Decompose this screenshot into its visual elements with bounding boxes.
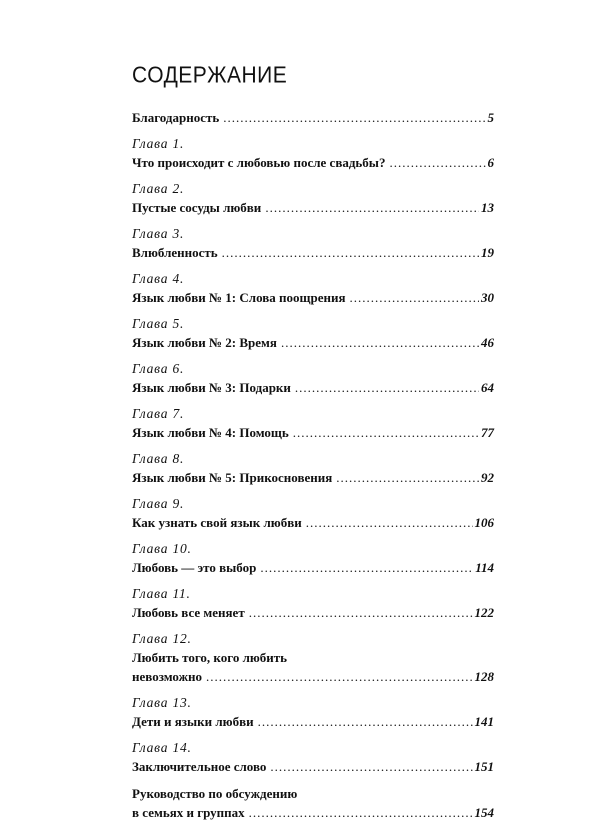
toc-entry-chapter-6 <box>132 360 494 397</box>
dot-leader <box>223 108 485 127</box>
toc-line <box>132 153 494 172</box>
toc-title: Язык любви № 5: Прикосновения <box>132 470 333 485</box>
dot-leader <box>336 468 479 487</box>
chapter-label: Глава 9. <box>132 496 185 511</box>
toc-entry-chapter-13 <box>132 694 494 731</box>
toc-entry-chapter-9 <box>132 495 494 532</box>
toc-page-number: 114 <box>475 560 494 575</box>
toc-page-number: 128 <box>474 669 494 684</box>
toc-page-number: 13 <box>481 200 494 215</box>
chapter-label: Глава 7. <box>132 406 185 421</box>
dot-leader <box>258 712 473 731</box>
table-of-contents <box>132 62 494 830</box>
toc-entry-chapter-10 <box>132 540 494 577</box>
toc-title: Как узнать свой язык любви <box>132 515 302 530</box>
toc-line <box>132 513 494 532</box>
toc-page-number: 122 <box>474 605 494 620</box>
toc-title: Благодарность <box>132 110 220 125</box>
toc-entry-chapter-14 <box>132 739 494 776</box>
toc-line <box>132 198 494 217</box>
chapter-label: Глава 1. <box>132 136 185 151</box>
toc-title: Язык любви № 2: Время <box>132 335 277 350</box>
chapter-label: Глава 5. <box>132 316 185 331</box>
toc-line <box>132 603 494 622</box>
toc-line <box>132 333 494 352</box>
toc-entry-chapter-3 <box>132 225 494 262</box>
toc-entry-acknowledgements <box>132 108 494 127</box>
chapter-label: Глава 6. <box>132 361 185 376</box>
dot-leader <box>222 243 479 262</box>
dot-leader <box>249 803 473 822</box>
toc-page-number: 19 <box>481 245 494 260</box>
toc-entry-chapter-4 <box>132 270 494 307</box>
chapter-label: Глава 2. <box>132 181 185 196</box>
toc-title: Что происходит с любовью после свадьбы? <box>132 155 386 170</box>
toc-title: Заключительное слово <box>132 759 267 774</box>
toc-line <box>132 468 494 487</box>
page-title: СОДЕРЖАНИЕ <box>132 63 288 88</box>
toc-page-number: 6 <box>487 155 494 170</box>
toc-entry-chapter-11 <box>132 585 494 622</box>
dot-leader <box>249 603 473 622</box>
toc-line <box>132 757 494 776</box>
toc-title: Язык любви № 4: Помощь <box>132 425 289 440</box>
chapter-label: Глава 8. <box>132 451 185 466</box>
chapter-label: Глава 13. <box>132 695 192 710</box>
dot-leader <box>295 378 479 397</box>
toc-title-line-1: Любить того, кого любить <box>132 650 288 665</box>
toc-line <box>132 423 494 442</box>
chapter-label: Глава 14. <box>132 740 192 755</box>
chapter-label: Глава 12. <box>132 631 192 646</box>
toc-entry-chapter-1 <box>132 135 494 172</box>
toc-entry-chapter-12 <box>132 630 494 686</box>
dot-leader <box>270 757 472 776</box>
toc-title: Дети и языки любви <box>132 714 254 729</box>
dot-leader <box>389 153 485 172</box>
chapter-label: Глава 11. <box>132 586 191 601</box>
toc-title: невозможно <box>132 669 203 684</box>
toc-list <box>132 108 494 822</box>
dot-leader <box>281 333 479 352</box>
dot-leader <box>260 558 473 577</box>
toc-page-number: 154 <box>474 805 494 820</box>
toc-page-number: 92 <box>481 470 494 485</box>
toc-entry-chapter-5 <box>132 315 494 352</box>
toc-line <box>132 712 494 731</box>
chapter-label: Глава 10. <box>132 541 192 556</box>
toc-title: Любовь все меняет <box>132 605 245 620</box>
toc-line <box>132 558 494 577</box>
toc-page-number: 46 <box>481 335 494 350</box>
dot-leader <box>350 288 480 307</box>
toc-line <box>132 288 494 307</box>
toc-page-number: 77 <box>481 425 494 440</box>
toc-line <box>132 667 494 686</box>
toc-entry-chapter-2 <box>132 180 494 217</box>
dot-leader <box>206 667 472 686</box>
toc-entry-discussion-guide <box>132 784 494 822</box>
toc-entry-chapter-7 <box>132 405 494 442</box>
toc-page-number: 151 <box>474 759 494 774</box>
toc-title: Влюбленность <box>132 245 218 260</box>
toc-title: Любовь — это выбор <box>132 560 257 575</box>
toc-entry-chapter-8 <box>132 450 494 487</box>
chapter-label: Глава 4. <box>132 271 185 286</box>
toc-line <box>132 378 494 397</box>
dot-leader <box>306 513 473 532</box>
toc-title-line-1: Руководство по обсуждению <box>132 786 298 801</box>
dot-leader <box>265 198 479 217</box>
dot-leader <box>293 423 479 442</box>
chapter-label: Глава 3. <box>132 226 185 241</box>
toc-page-number: 64 <box>481 380 494 395</box>
toc-page-number: 30 <box>481 290 494 305</box>
toc-line <box>132 108 494 127</box>
toc-page-number: 5 <box>487 110 494 125</box>
toc-page-number: 141 <box>474 714 494 729</box>
toc-line <box>132 243 494 262</box>
toc-title: Язык любви № 3: Подарки <box>132 380 291 395</box>
toc-title: Язык любви № 1: Слова поощрения <box>132 290 346 305</box>
toc-title: Пустые сосуды любви <box>132 200 262 215</box>
toc-line <box>132 803 494 822</box>
toc-title: в семьях и группах <box>132 805 245 820</box>
toc-page-number: 106 <box>474 515 494 530</box>
